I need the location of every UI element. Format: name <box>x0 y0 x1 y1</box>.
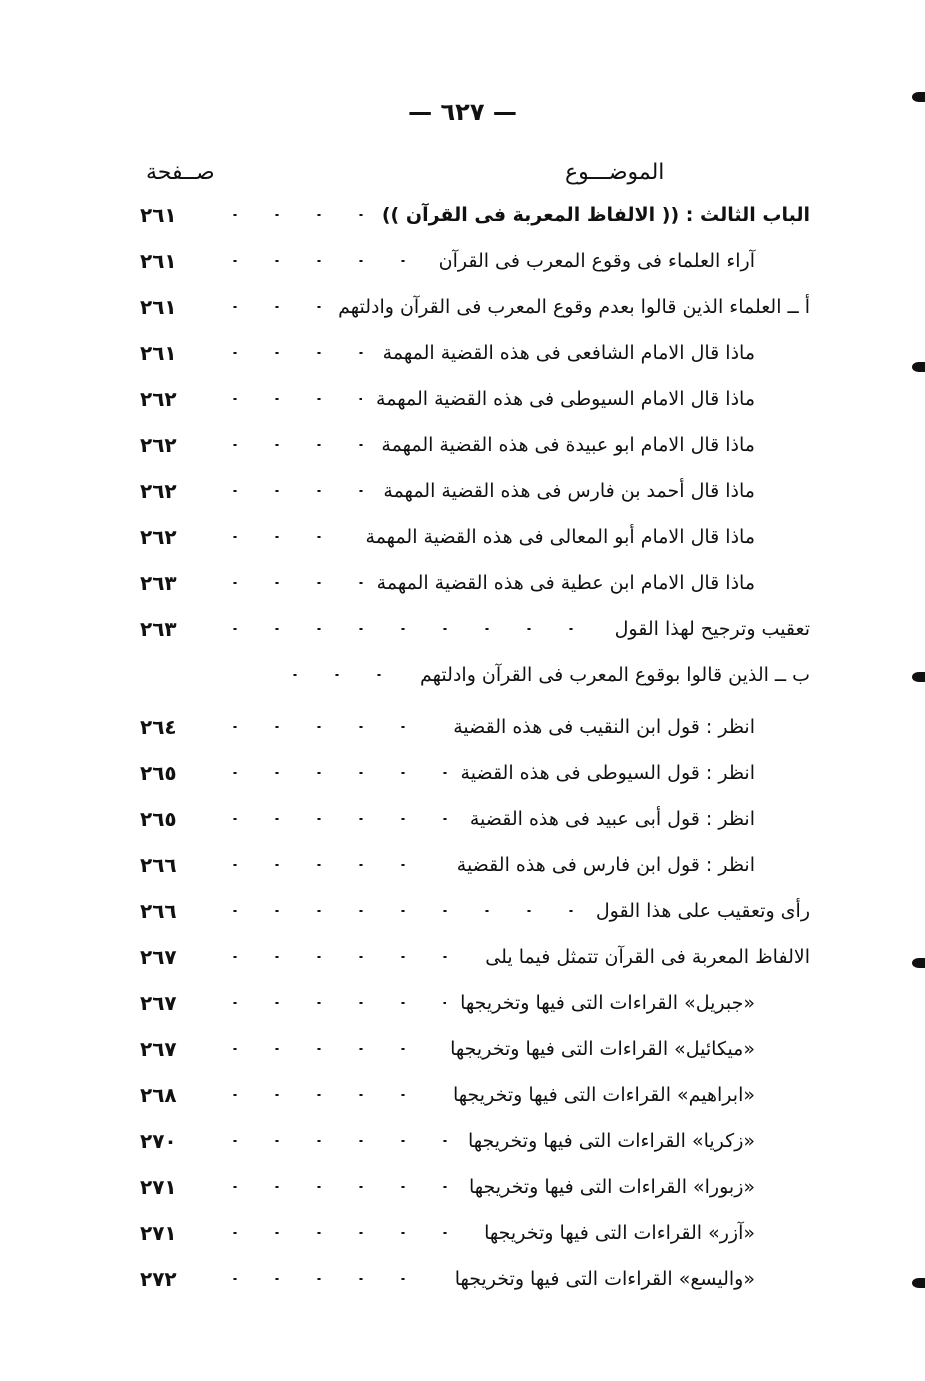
dot-leader <box>214 1140 454 1142</box>
toc-entry-page: ٢٧١ <box>140 1175 177 1199</box>
dot-leader <box>214 490 369 492</box>
toc-row <box>140 704 755 750</box>
dot-leader <box>214 1094 439 1096</box>
toc-entry-title: الالفاظ المعربة فى القرآن تتمثل فيما يلى <box>485 946 810 968</box>
dot-leader <box>214 628 601 630</box>
toc-entry-page: ٢٦٢ <box>140 525 177 549</box>
toc-entry-page: ٢٦٣ <box>140 571 177 595</box>
dot-leader <box>214 1186 455 1188</box>
toc-row <box>140 652 810 698</box>
toc-entry-title: الباب الثالث : (( الالفاظ المعربة فى القرآن )) <box>381 204 810 226</box>
toc-row <box>140 330 755 376</box>
toc-entry-title: ماذا قال الامام الشافعى فى هذه القضية المهمة <box>382 342 755 364</box>
dot-leader <box>214 1232 470 1234</box>
toc-entry-title: ماذا قال الامام ابو عبيدة فى هذه القضية المهمة <box>381 434 755 456</box>
toc-row <box>140 468 755 514</box>
dot-leader <box>214 910 582 912</box>
toc-entry-page: ٢٦٢ <box>140 433 177 457</box>
dot-leader <box>214 352 369 354</box>
toc-row <box>140 422 755 468</box>
scan-edge-mark <box>912 672 925 682</box>
dot-leader <box>214 536 352 538</box>
toc-entry-title: «زكريا» القراءات التى فيها وتخريجها <box>467 1130 755 1152</box>
toc-row <box>140 606 810 652</box>
toc-entry-title: «آزر» القراءات التى فيها وتخريجها <box>484 1222 755 1244</box>
toc-entry-title: انظر : قول ابن فارس فى هذه القضية <box>456 854 755 876</box>
toc-entry-page: ٢٧٠ <box>140 1129 177 1153</box>
dot-leader <box>214 260 425 262</box>
toc-row <box>140 888 810 934</box>
toc-row <box>140 796 755 842</box>
toc-entry-page: ٢٦٧ <box>140 1037 177 1061</box>
toc-entry-title: ماذا قال الامام ابن عطية فى هذه القضية المهمة <box>376 572 755 594</box>
toc-entry-page: ٢٦٦ <box>140 853 177 877</box>
dot-leader <box>214 582 363 584</box>
toc-entry-title: آراء العلماء فى وقوع المعرب فى القرآن <box>438 250 755 272</box>
dot-leader <box>214 306 324 308</box>
dot-leader <box>214 398 362 400</box>
toc-row <box>140 980 755 1026</box>
toc-entry-page: ٢٦١ <box>140 249 177 273</box>
dot-leader <box>214 1002 446 1004</box>
page-column-header: صــفحة <box>146 160 215 185</box>
toc-entry-page: ٢٦٣ <box>140 617 177 641</box>
toc-row <box>140 1026 755 1072</box>
dot-leader <box>214 214 368 216</box>
toc-entry-title: أ ــ العلماء الذين قالوا بعدم وقوع المعرب فى القرآن وادلتهم <box>338 296 810 318</box>
toc-entry-page: ٢٦٧ <box>140 945 177 969</box>
toc-entry-page: ٢٦٢ <box>140 387 177 411</box>
toc-row <box>140 376 755 422</box>
toc-row <box>140 560 755 606</box>
toc-entry-title: «ابراهيم» القراءات التى فيها وتخريجها <box>453 1084 755 1106</box>
toc-entry-page: ٢٦٧ <box>140 991 177 1015</box>
dot-leader <box>214 1048 436 1050</box>
dot-leader <box>214 1278 441 1280</box>
toc-entry-title: ماذا قال الامام أبو المعالى فى هذه القضية المهمة <box>365 526 755 548</box>
toc-row <box>140 1256 755 1302</box>
toc-row <box>140 514 755 560</box>
toc-entry-page: ٢٦٢ <box>140 479 177 503</box>
toc-entry-title: ماذا قال أحمد بن فارس فى هذه القضية المهمة <box>383 480 755 502</box>
toc-row <box>140 1164 755 1210</box>
toc-entry-title: «زبورا» القراءات التى فيها وتخريجها <box>469 1176 755 1198</box>
scan-edge-mark <box>912 92 925 102</box>
toc-entry-title: «جبريل» القراءات التى فيها وتخريجها <box>460 992 755 1014</box>
toc-entry-title: انظر : قول السيوطى فى هذه القضية <box>460 762 755 784</box>
dot-leader <box>214 726 439 728</box>
toc-row <box>140 1210 755 1256</box>
toc-entry-page: ٢٦٦ <box>140 899 177 923</box>
scan-edge-mark <box>912 958 925 968</box>
dot-leader <box>214 818 456 820</box>
toc-entry-page: ٢٦١ <box>140 295 177 319</box>
topic-column-header: الموضـــوع <box>565 160 665 185</box>
toc-row <box>140 1118 755 1164</box>
scan-edge-mark <box>912 362 925 372</box>
toc-entry-page: ٢٦١ <box>140 203 177 227</box>
toc-entry-page: ٢٦٥ <box>140 761 177 785</box>
toc-entry-title: رأى وتعقيب على هذا القول <box>595 900 810 922</box>
dot-leader <box>214 444 367 446</box>
dot-leader <box>214 956 471 958</box>
toc-entry-title: انظر : قول أبى عبيد فى هذه القضية <box>469 808 755 830</box>
toc-entry-title: «ميكائيل» القراءات التى فيها وتخريجها <box>450 1038 755 1060</box>
scan-edge-mark <box>912 1278 925 1288</box>
toc-entry-page: ٢٦٤ <box>140 715 177 739</box>
toc-entry-title: ب ــ الذين قالوا بوقوع المعرب فى القرآن وادلتهم <box>420 664 810 686</box>
toc-entry-title: تعقيب وترجيح لهذا القول <box>614 618 810 640</box>
toc-entry-title: انظر : قول ابن النقيب فى هذه القضية <box>453 716 755 738</box>
dot-leader <box>274 674 406 676</box>
page-number: — ٦٢٧ — <box>408 98 517 126</box>
toc-row <box>140 750 755 796</box>
toc-entry-page: ٢٦٥ <box>140 807 177 831</box>
toc-entry-page: ٢٧١ <box>140 1221 177 1245</box>
toc-entry-title: «واليسع» القراءات التى فيها وتخريجها <box>454 1268 755 1290</box>
toc-row <box>140 1072 755 1118</box>
toc-entry-page: ٢٧٢ <box>140 1267 177 1291</box>
dot-leader <box>214 864 443 866</box>
toc-row <box>140 238 755 284</box>
toc-entry-title: ماذا قال الامام السيوطى فى هذه القضية المهمة <box>376 388 755 410</box>
toc-entry-page: ٢٦٨ <box>140 1083 177 1107</box>
dot-leader <box>214 772 447 774</box>
toc-entry-page: ٢٦١ <box>140 341 177 365</box>
toc-row <box>140 934 810 980</box>
toc-row <box>140 284 810 330</box>
toc-row <box>140 842 755 888</box>
toc-row <box>140 192 810 238</box>
